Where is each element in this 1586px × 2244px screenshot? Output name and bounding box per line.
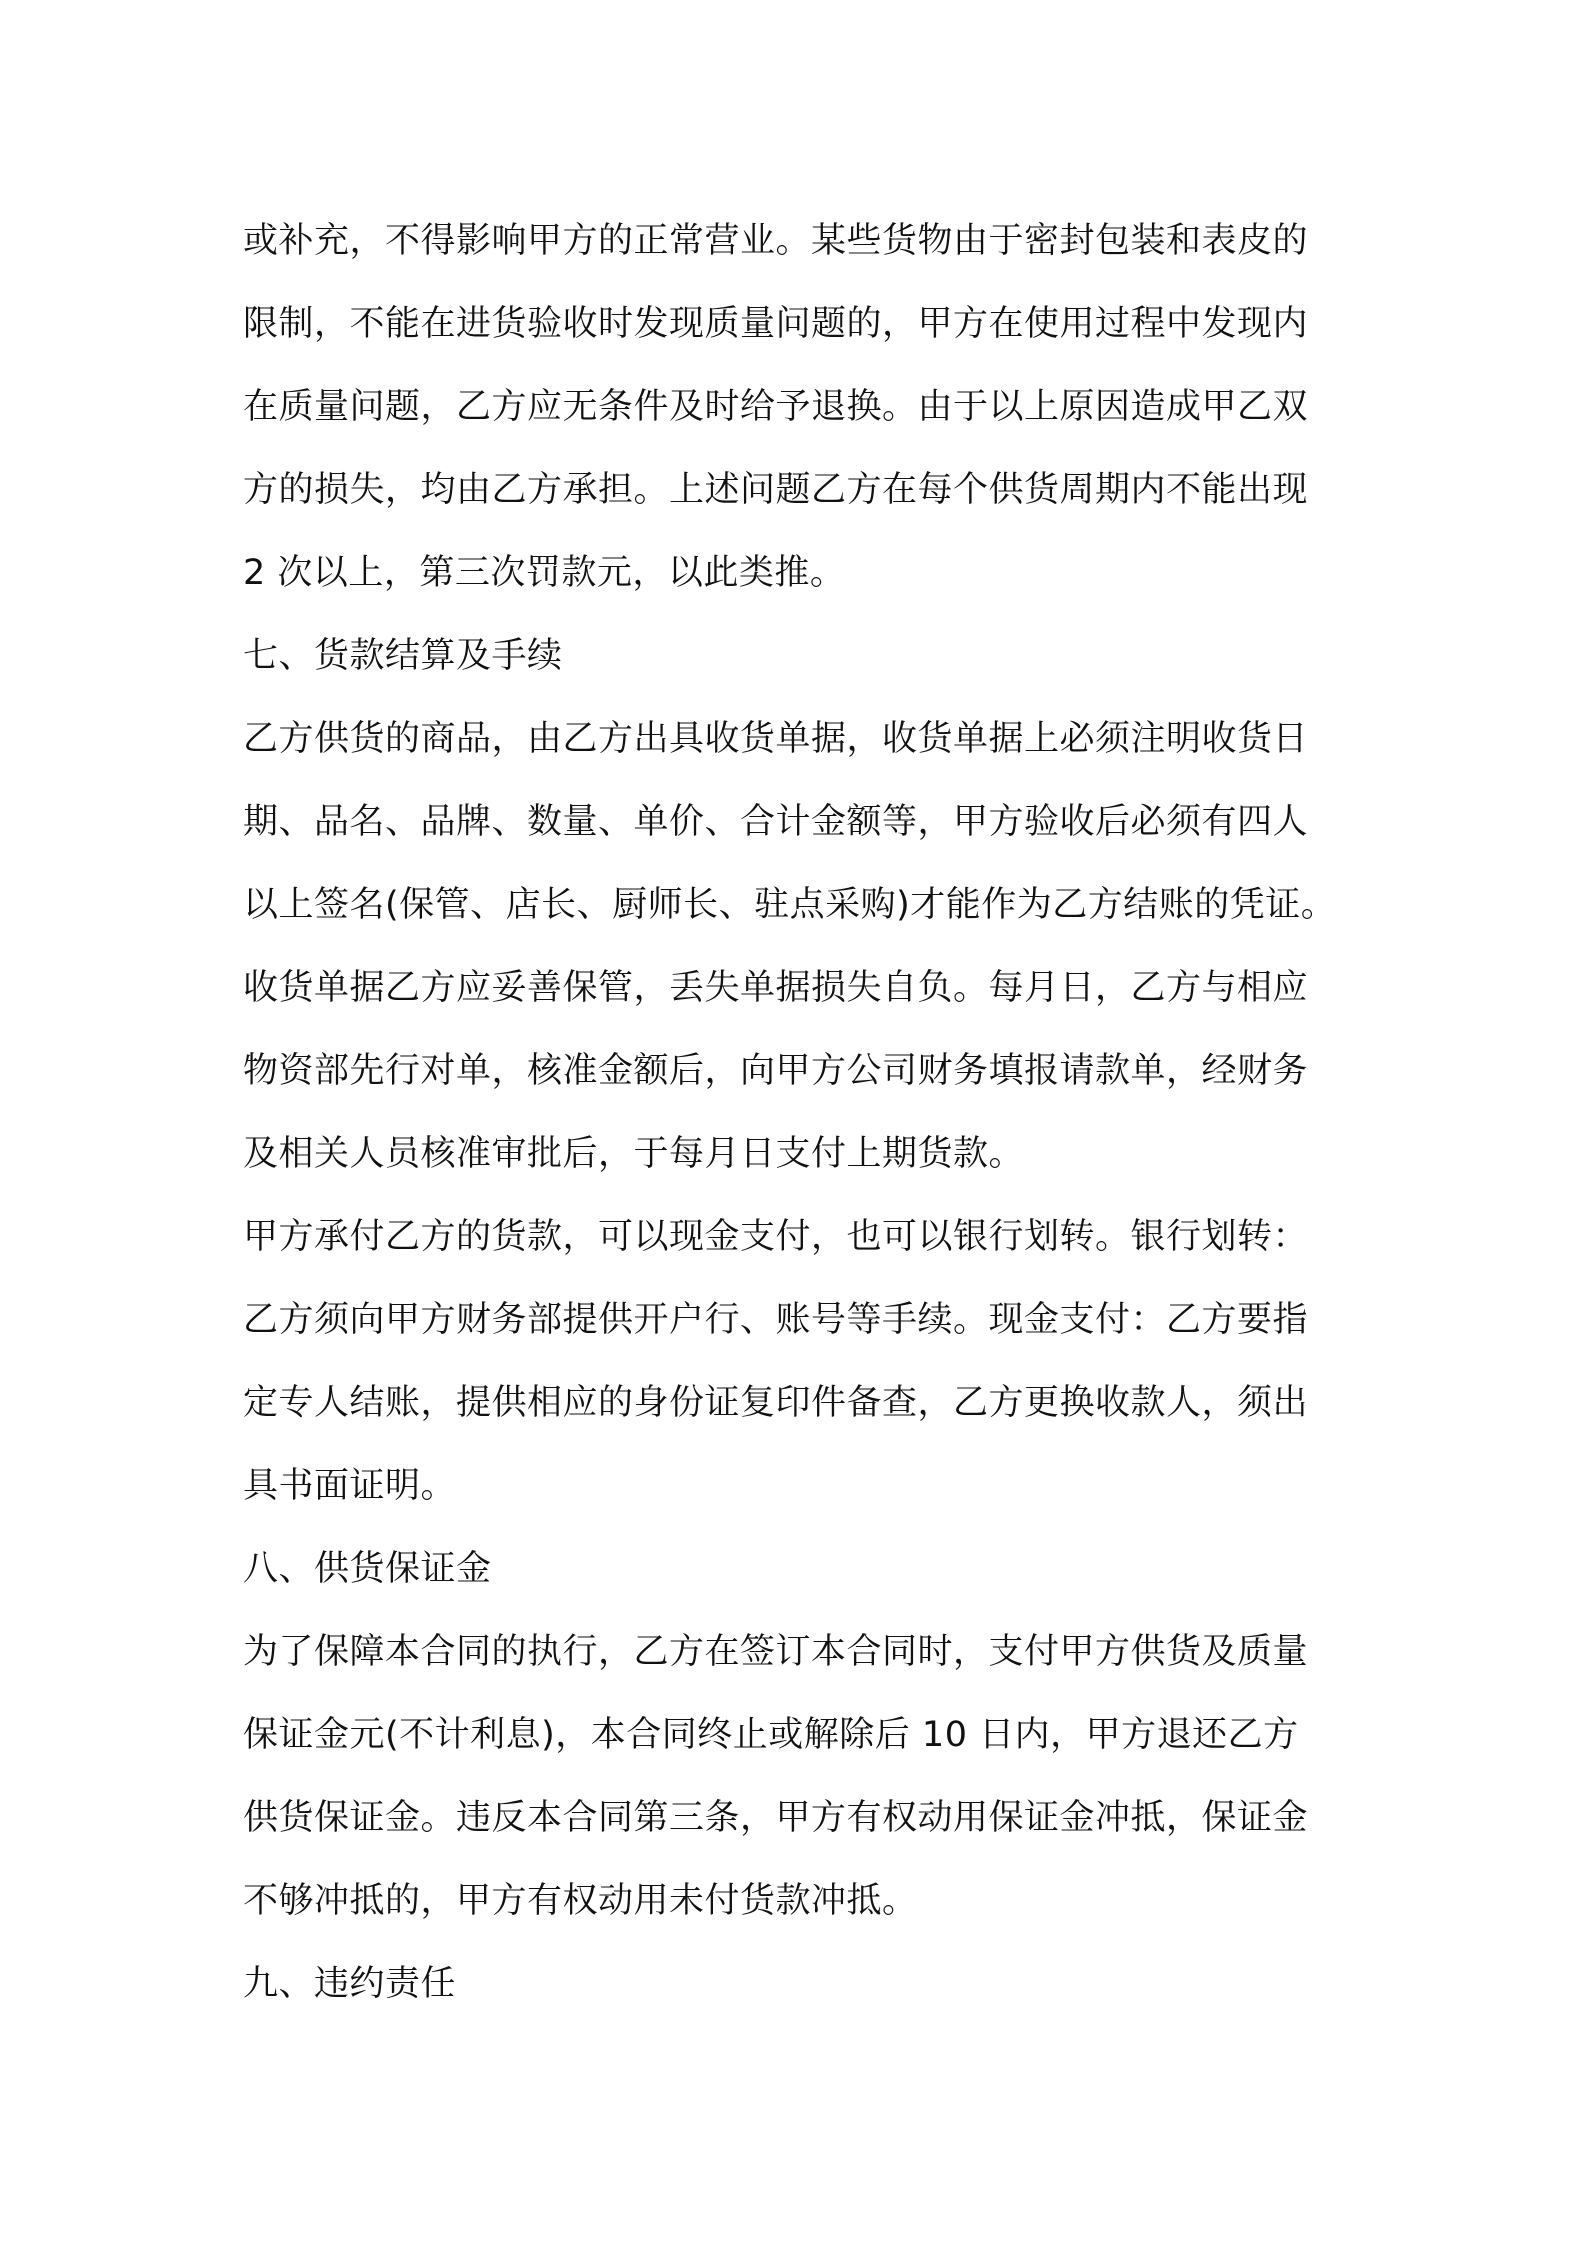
text-line: 供货保证金。违反本合同第三条，甲方有权动用保证金冲抵，保证金: [243, 1798, 1309, 1838]
section-heading-9: 九、违约责任: [243, 1964, 457, 2004]
text-line: 方的损失，均由乙方承担。上述问题乙方在每个供货周期内不能出现: [243, 470, 1309, 510]
text-line: 乙方供货的商品，由乙方出具收货单据，收货单据上必须注明收货日: [243, 719, 1309, 759]
text-line: 在质量问题，乙方应无条件及时给予退换。由于以上原因造成甲乙双: [243, 387, 1309, 427]
text-line: 收货单据乙方应妥善保管，丢失单据损失自负。每月日，乙方与相应: [243, 968, 1309, 1008]
section-heading-8: 八、供货保证金: [243, 1549, 492, 1589]
text-line: 物资部先行对单，核准金额后，向甲方公司财务填报请款单，经财务: [243, 1051, 1309, 1091]
text-line: 乙方须向甲方财务部提供开户行、账号等手续。现金支付：乙方要指: [243, 1300, 1309, 1340]
text-line: 或补充，不得影响甲方的正常营业。某些货物由于密封包装和表皮的: [243, 221, 1309, 261]
text-line: 不够冲抵的，甲方有权动用未付货款冲抵。: [243, 1881, 918, 1921]
text-line: 具书面证明。: [243, 1466, 457, 1506]
section-heading-7: 七、货款结算及手续: [243, 636, 563, 676]
text-line: 限制，不能在进货验收时发现质量问题的，甲方在使用过程中发现内: [243, 304, 1309, 344]
text-line: 定专人结账，提供相应的身份证复印件备查，乙方更换收款人，须出: [243, 1383, 1309, 1423]
text-line: 及相关人员核准审批后，于每月日支付上期货款。: [243, 1134, 1025, 1174]
document-body: [243, 200, 1363, 2026]
text-line: 期、品名、品牌、数量、单价、合计金额等，甲方验收后必须有四人: [243, 802, 1309, 842]
text-line: 为了保障本合同的执行，乙方在签订本合同时，支付甲方供货及质量: [243, 1632, 1309, 1672]
text-line: 甲方承付乙方的货款，可以现金支付，也可以银行划转。银行划转：: [243, 1217, 1309, 1257]
text-line: 以上签名(保管、店长、厨师长、驻点采购)才能作为乙方结账的凭证。: [243, 885, 1337, 925]
text-line: 保证金元(不计利息)，本合同终止或解除后 10 日内，甲方退还乙方: [243, 1715, 1299, 1755]
text-line: 2 次以上，第三次罚款元，以此类推。: [243, 553, 846, 593]
